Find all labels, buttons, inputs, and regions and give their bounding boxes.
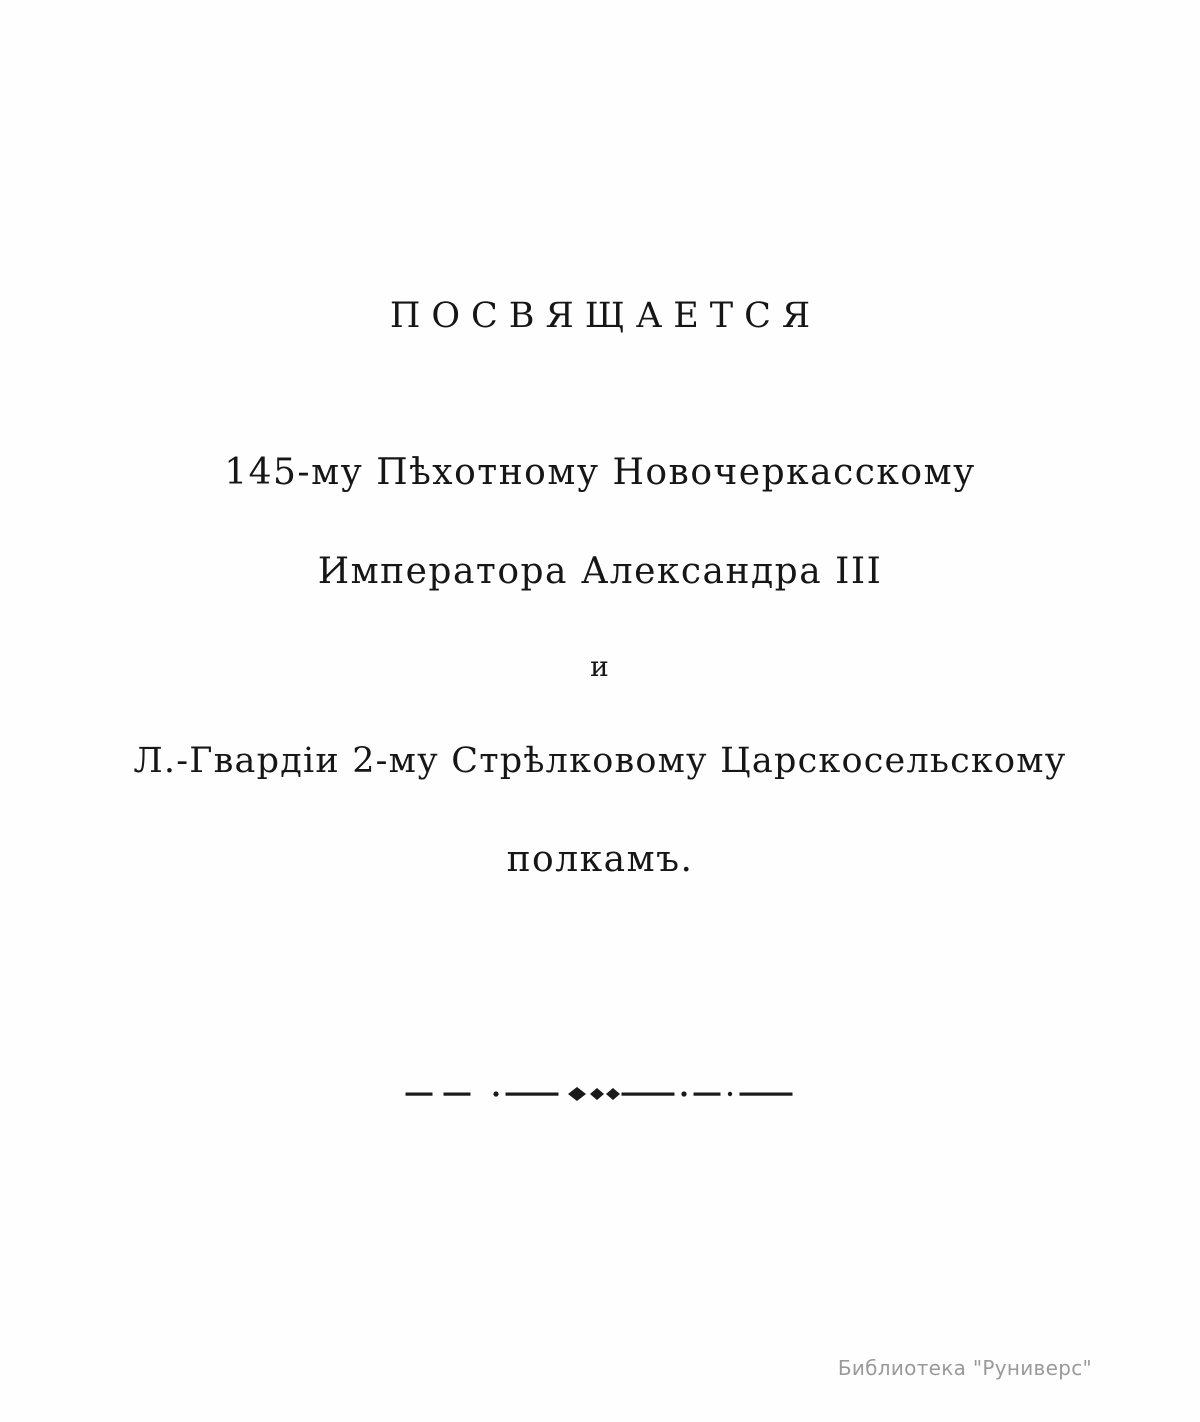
dedication-line-2: Императора Александра III bbox=[317, 551, 883, 592]
dedication-line-4: Л.-Гвардіи 2-му Стрѣлковому Царскосельскому bbox=[133, 741, 1067, 781]
ornament-divider bbox=[0, 1082, 1200, 1122]
dedication-line-3: и bbox=[590, 650, 610, 683]
page-title: ПОСВЯЩАЕТСЯ bbox=[389, 296, 822, 336]
dedication-text-block bbox=[0, 452, 1200, 941]
library-watermark: Библиотека "Руниверс" bbox=[837, 1356, 1092, 1380]
dedication-line-5: полкамъ. bbox=[506, 839, 694, 880]
dedication-line-1: 145-му Пѣхотному Новочеркасскому bbox=[224, 452, 976, 493]
